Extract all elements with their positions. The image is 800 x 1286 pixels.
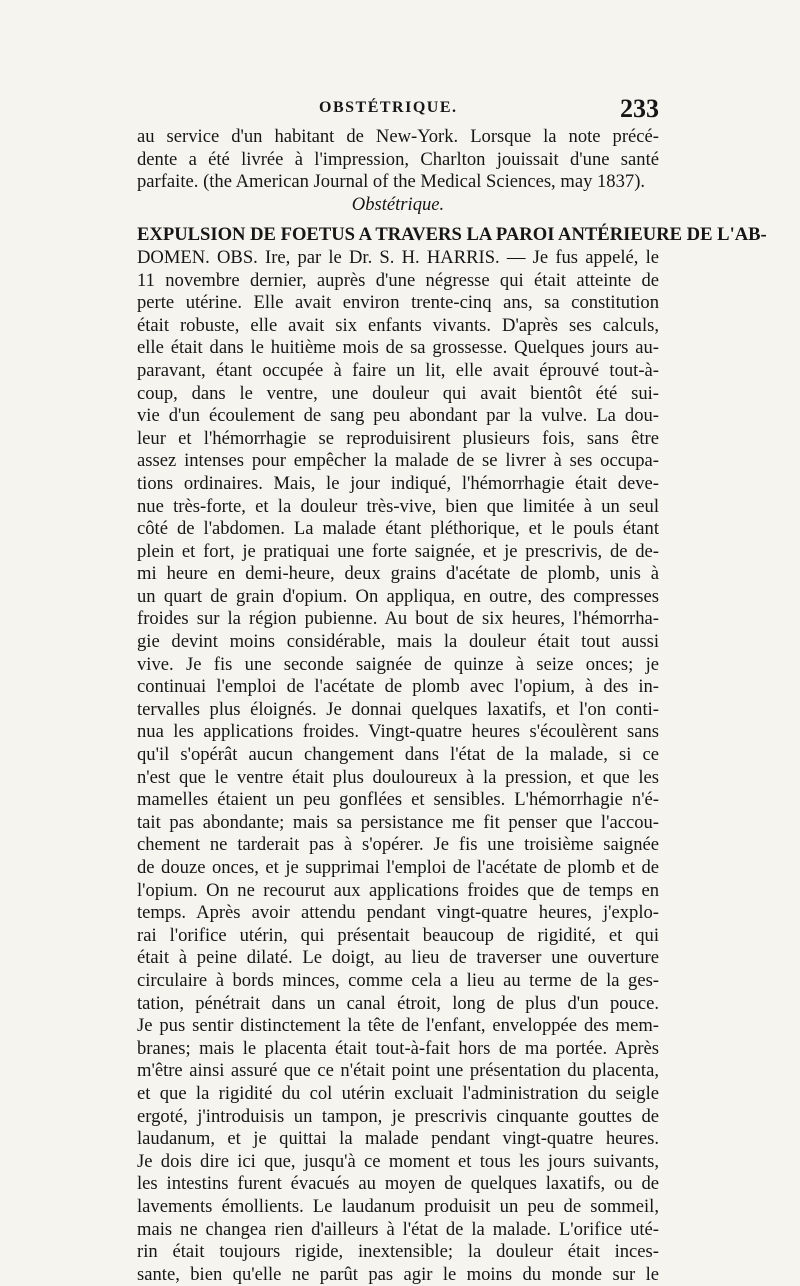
section-heading: Obstétrique. bbox=[351, 193, 445, 215]
text-line: vie d'un écoulement de sang peu abondant par la vulve. La dou- bbox=[137, 405, 659, 427]
text-line: perte utérine. Elle avait environ trente-cinq ans, sa constitution bbox=[137, 292, 659, 314]
text-line: un quart de grain d'opium. On appliqua, en outre, des compresses bbox=[137, 585, 659, 607]
text-line: chement ne tarderait pas à s'opérer. Je fis une troisième saignée bbox=[137, 834, 659, 856]
text-line: branes; mais le placenta était tout-à-fait hors de ma portée. Après bbox=[137, 1037, 659, 1059]
text-line: qu'il s'opérât aucun changement dans l'état de la malade, si ce bbox=[137, 744, 659, 766]
running-head: OBSTÉTRIQUE. bbox=[319, 99, 458, 116]
text-line: gie devint moins considérable, mais la douleur était tout aussi bbox=[137, 631, 659, 653]
text-line: mi heure en demi-heure, deux grains d'acétate de plomb, unis à bbox=[137, 563, 659, 585]
text-line: mais ne changea rien d'ailleurs à l'état de la malade. L'orifice uté- bbox=[137, 1218, 659, 1240]
text-line: coup, dans le ventre, une douleur qui avait bientôt été sui- bbox=[137, 382, 659, 404]
text-line: mamelles étaient un peu gonflées et sensibles. L'hémorrhagie n'é- bbox=[137, 789, 659, 811]
text-line: de douze onces, et je supprimai l'emploi de l'acétate de plomb et de bbox=[137, 857, 659, 878]
text-line: paravant, étant occupée à faire un lit, elle avait éprouvé tout-à- bbox=[137, 359, 659, 381]
text-line: temps. Après avoir attendu pendant vingt-quatre heures, j'explo- bbox=[137, 902, 659, 924]
text-line: Je dois dire ici que, jusqu'à ce moment et tous les jours suivants, bbox=[137, 1150, 659, 1172]
text-line: nue très-forte, et la douleur très-vive, bien que limitée à un seul bbox=[137, 495, 659, 517]
text-line: vive. Je fis une seconde saignée de quinze à seize onces; je bbox=[137, 653, 659, 675]
text-line: plein et fort, je pratiquai une forte saignée, et je prescrivis, de de- bbox=[137, 540, 659, 562]
text-line: DOMEN. OBS. Ire, par le Dr. S. H. HARRIS. — Je fus appelé, le bbox=[137, 246, 659, 268]
paragraph-continued bbox=[137, 126, 659, 194]
text-line: au service d'un habitant de New-York. Lorsque la note précé- bbox=[137, 126, 659, 147]
text-line: et que la rigidité du col utérin excluait l'administration du seigle bbox=[137, 1082, 659, 1104]
text-line: parfaite. (the American Journal of the Medical Sciences, may 1837). bbox=[137, 171, 646, 193]
text-line: 11 novembre dernier, auprès d'une négresse qui était atteinte de bbox=[137, 269, 659, 291]
text-line: l'opium. On ne recourut aux applications froides que de temps en bbox=[137, 879, 659, 901]
text-line: laudanum, et je quittai la malade pendant vingt-quatre heures. bbox=[137, 1128, 659, 1150]
text-line: lavements émollients. Le laudanum produisit un peu de sommeil, bbox=[137, 1195, 659, 1217]
text-line: sante, bien qu'elle ne parût pas agir le moins du monde sur le bbox=[137, 1263, 659, 1285]
page-body bbox=[137, 126, 767, 1286]
text-line: côté de l'abdomen. La malade étant pléthorique, et le pouls étant bbox=[137, 518, 659, 540]
text-line: les intestins furent évacués au moyen de quelques laxatifs, ou de bbox=[137, 1173, 659, 1195]
text-line: m'être ainsi assuré que ce n'était point une présentation du placenta, bbox=[137, 1060, 659, 1082]
text-line: ergoté, j'introduisis un tampon, je prescrivis cinquante gouttes de bbox=[137, 1105, 659, 1127]
text-line: était à peine dilaté. Le doigt, au lieu de traverser une ouverture bbox=[137, 947, 659, 969]
text-line: tation, pénétrait dans un canal étroit, long de plus d'un pouce. bbox=[137, 992, 659, 1014]
text-line: assez intenses pour empêcher la malade de se livrer à ses occupa- bbox=[137, 450, 659, 472]
text-line: tait pas abondante; mais sa persistance me fit penser que l'accou- bbox=[137, 811, 659, 833]
text-line: continuai l'emploi de l'acétate de plomb avec l'opium, à des in- bbox=[137, 676, 659, 698]
text-line: nua les applications froides. Vingt-quatre heures s'écoulèrent sans bbox=[137, 721, 659, 743]
paragraph-case-report bbox=[137, 224, 767, 1286]
text-line: était robuste, elle avait six enfants vivants. D'après ses calculs, bbox=[137, 314, 659, 336]
text-line: dente a été livrée à l'impression, Charlton jouissait d'une santé bbox=[137, 148, 659, 170]
text-line: leur et l'hémorrhagie se reproduisirent plusieurs fois, sans être bbox=[137, 427, 659, 449]
page-header bbox=[137, 94, 659, 124]
page-number: 233 bbox=[620, 94, 659, 123]
text-line: rin était toujours rigide, inextensible; la douleur était inces- bbox=[137, 1241, 659, 1263]
text-line: elle était dans le huitième mois de sa grossesse. Quelques jours au- bbox=[137, 337, 659, 359]
text-line: tions ordinaires. Mais, le jour indiqué, l'hémorrhagie était deve- bbox=[137, 472, 659, 494]
text-line: froides sur la région pubienne. Au bout de six heures, l'hémorrha- bbox=[137, 608, 659, 630]
text-line: tervalles plus éloignés. Je donnai quelques laxatifs, et l'on conti- bbox=[137, 698, 659, 720]
text-line: n'est que le ventre était plus douloureux à la pression, et que les bbox=[137, 766, 659, 788]
text-line: circulaire à bords minces, comme cela a lieu au terme de la ges- bbox=[137, 969, 659, 991]
text-line: Je pus sentir distinctement la tête de l'enfant, enveloppée des mem- bbox=[137, 1015, 659, 1037]
case-heading-line: EXPULSION DE FOETUS A TRAVERS LA PAROI ANTÉRIEURE DE L'AB- bbox=[137, 224, 767, 246]
text-line: rai l'orifice utérin, qui présentait beaucoup de rigidité, et qui bbox=[137, 924, 659, 946]
